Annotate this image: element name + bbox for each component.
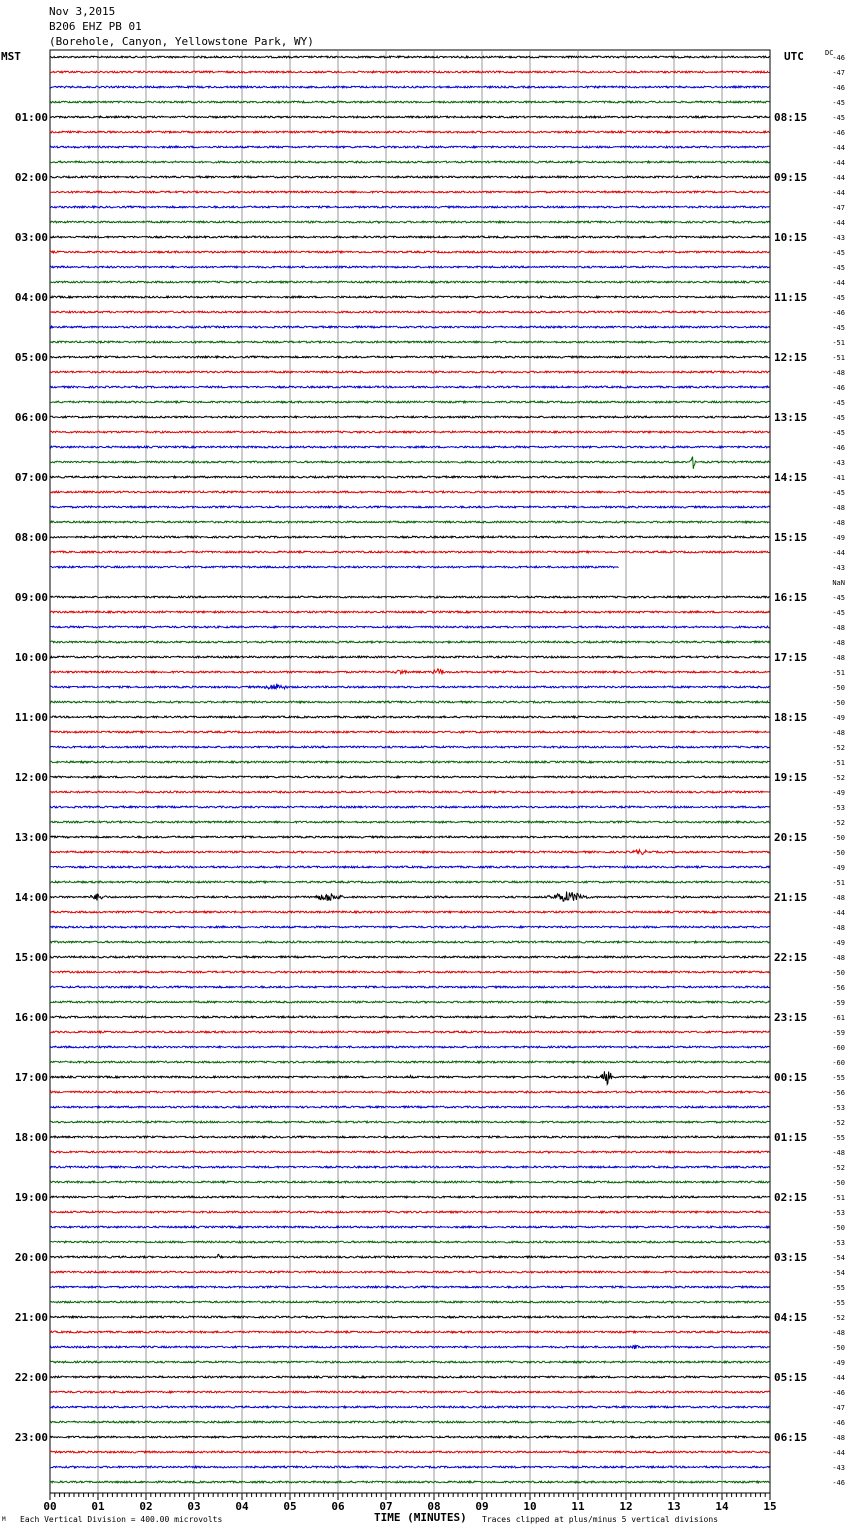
seismic-trace: [50, 1466, 770, 1468]
dc-offset-label: -45: [832, 429, 845, 437]
mst-hour-label: 04:00: [14, 291, 48, 304]
utc-hour-label: 00:15: [774, 1071, 808, 1084]
dc-offset-label: -54: [832, 1254, 845, 1262]
dc-offset-label: -44: [832, 549, 845, 557]
seismic-trace: [50, 1376, 770, 1378]
station-code: B206 EHZ PB 01: [49, 20, 142, 33]
seismic-trace: [50, 1166, 770, 1168]
seismic-trace: [50, 161, 770, 163]
dc-offset-label: -50: [832, 684, 845, 692]
seismic-trace: [50, 1046, 770, 1048]
mst-hour-label: 07:00: [14, 471, 48, 484]
seismic-trace: [50, 716, 770, 718]
seismic-trace: [50, 1136, 770, 1138]
seismic-trace: [50, 1106, 770, 1108]
seismic-trace: [50, 266, 770, 268]
seismic-trace: [50, 866, 770, 868]
seismic-trace: [50, 986, 770, 988]
seismic-trace: [50, 1226, 770, 1228]
utc-hour-label: 10:15: [774, 231, 808, 244]
seismic-trace: [50, 551, 770, 553]
dc-offset-label: -61: [832, 1014, 845, 1022]
seismic-trace: [50, 1031, 770, 1033]
seismic-trace: [50, 776, 770, 778]
dc-offset-label: -46: [832, 129, 845, 137]
dc-offset-label: -47: [832, 1404, 845, 1412]
utc-hour-label: 11:15: [774, 291, 808, 304]
seismic-trace: [50, 1286, 770, 1288]
seismic-trace: [50, 416, 770, 418]
dc-offset-label: -46: [832, 54, 845, 62]
seismic-trace: [50, 892, 770, 902]
left-timezone-label: MST: [1, 50, 21, 63]
seismic-trace: [50, 761, 770, 763]
dc-offset-label: -60: [832, 1059, 845, 1067]
seismic-trace: [50, 626, 770, 628]
mst-hour-label: 21:00: [14, 1311, 48, 1324]
dc-offset-label: -51: [832, 879, 845, 887]
dc-offset-label: -48: [832, 954, 845, 962]
seismic-trace: [50, 1061, 770, 1063]
seismic-trace: [50, 431, 770, 433]
dc-offset-label: -45: [832, 99, 845, 107]
seismic-trace: [50, 356, 770, 358]
dc-offset-label: -60: [832, 1044, 845, 1052]
dc-offset-label: -46: [832, 1389, 845, 1397]
dc-offset-label: -48: [832, 624, 845, 632]
utc-hour-label: 12:15: [774, 351, 808, 364]
mst-hour-label: 18:00: [14, 1131, 48, 1144]
dc-offset-label: -53: [832, 1104, 845, 1112]
utc-hour-label: 23:15: [774, 1011, 808, 1024]
dc-offset-label: -48: [832, 654, 845, 662]
dc-offset-label: -41: [832, 474, 845, 482]
dc-offset-label: -51: [832, 1194, 845, 1202]
x-tick-label: 08: [427, 1500, 441, 1513]
seismic-trace: [50, 566, 618, 568]
utc-hour-label: 13:15: [774, 411, 808, 424]
mst-hour-label: 08:00: [14, 531, 48, 544]
mst-hour-label: 11:00: [14, 711, 48, 724]
seismic-trace: [50, 1091, 770, 1093]
x-tick-label: 14: [715, 1500, 729, 1513]
dc-offset-label: -48: [832, 1434, 845, 1442]
dc-offset-label: -48: [832, 729, 845, 737]
dc-offset-label: -48: [832, 894, 845, 902]
utc-hour-label: 18:15: [774, 711, 808, 724]
x-tick-label: 15: [763, 1500, 777, 1513]
dc-offset-label: -55: [832, 1134, 845, 1142]
dc-offset-label: -45: [832, 594, 845, 602]
dc-offset-label: -46: [832, 1419, 845, 1427]
seismic-trace: [50, 311, 770, 313]
dc-offset-label: -56: [832, 1089, 845, 1097]
utc-hour-label: 02:15: [774, 1191, 808, 1204]
mst-hour-label: 09:00: [14, 591, 48, 604]
dc-offset-label: -59: [832, 999, 845, 1007]
dc-offset-label: -47: [832, 69, 845, 77]
seismic-trace: [50, 806, 770, 808]
seismic-trace: [50, 1121, 770, 1123]
dc-offset-label: -45: [832, 609, 845, 617]
seismic-trace: [50, 476, 770, 478]
seismic-trace: [50, 956, 770, 958]
utc-hour-label: 03:15: [774, 1251, 808, 1264]
dc-offset-label: -43: [832, 234, 845, 242]
seismic-trace: [50, 221, 770, 223]
dc-offset-label: -48: [832, 369, 845, 377]
seismic-trace: [50, 386, 770, 388]
seismic-trace: [50, 836, 770, 838]
dc-offset-label: -53: [832, 1239, 845, 1247]
utc-hour-label: 20:15: [774, 831, 808, 844]
utc-hour-label: 08:15: [774, 111, 808, 124]
seismic-trace: [50, 281, 770, 283]
dc-offset-label: -44: [832, 159, 845, 167]
dc-offset-label: -59: [832, 1029, 845, 1037]
seismic-trace: [50, 656, 770, 658]
seismic-trace: [50, 176, 770, 178]
dc-offset-label: -46: [832, 84, 845, 92]
dc-offset-label: -44: [832, 1374, 845, 1382]
dc-offset-label: -47: [832, 204, 845, 212]
mst-hour-label: 22:00: [14, 1371, 48, 1384]
seismic-trace: [50, 71, 770, 73]
seismic-trace: [50, 1254, 770, 1258]
dc-offset-label: -44: [832, 1449, 845, 1457]
seismic-trace: [50, 684, 770, 690]
x-tick-label: 02: [139, 1500, 153, 1513]
utc-hour-label: 22:15: [774, 951, 808, 964]
dc-offset-label: -50: [832, 1224, 845, 1232]
seismic-trace: [50, 536, 770, 538]
dc-offset-label: -54: [832, 1269, 845, 1277]
dc-offset-label: -49: [832, 1359, 845, 1367]
utc-hour-label: 21:15: [774, 891, 808, 904]
mst-hour-label: 16:00: [14, 1011, 48, 1024]
seismic-trace: [50, 821, 770, 823]
dc-offset-label: -55: [832, 1284, 845, 1292]
seismic-trace: [50, 1481, 770, 1483]
utc-hour-label: 09:15: [774, 171, 808, 184]
seismic-trace: [50, 1241, 770, 1243]
seismic-trace: [50, 251, 770, 253]
dc-offset-label: -52: [832, 819, 845, 827]
utc-hour-label: 06:15: [774, 1431, 808, 1444]
seismic-trace: [50, 326, 770, 328]
seismic-trace: [50, 457, 770, 469]
dc-offset-label: -51: [832, 669, 845, 677]
seismic-trace: [50, 941, 770, 943]
seismic-trace: [50, 191, 770, 193]
seismic-trace: [50, 491, 770, 493]
dc-offset-label: -49: [832, 789, 845, 797]
dc-offset-label: -48: [832, 504, 845, 512]
dc-offset-label: -52: [832, 1164, 845, 1172]
x-tick-label: 06: [331, 1500, 345, 1513]
utc-hour-label: 15:15: [774, 531, 808, 544]
right-timezone-label: UTC: [784, 50, 804, 63]
mst-hour-label: 01:00: [14, 111, 48, 124]
x-tick-label: 05: [283, 1500, 297, 1513]
seismic-trace: [50, 1181, 770, 1183]
station-location: (Borehole, Canyon, Yellowstone Park, WY): [49, 35, 314, 48]
seismic-trace: [50, 1421, 770, 1423]
dc-offset-label: -48: [832, 519, 845, 527]
dc-offset-label: -50: [832, 1344, 845, 1352]
dc-offset-label: -50: [832, 969, 845, 977]
seismic-trace: [50, 1211, 770, 1213]
dc-offset-label: -51: [832, 354, 845, 362]
dc-offset-label: -46: [832, 444, 845, 452]
seismic-trace: [50, 146, 770, 148]
mst-hour-label: 23:00: [14, 1431, 48, 1444]
dc-offset-label: -43: [832, 564, 845, 572]
mst-hour-label: 02:00: [14, 171, 48, 184]
seismic-trace: [50, 611, 770, 613]
dc-offset-label: -43: [832, 1464, 845, 1472]
seismic-trace: [50, 911, 770, 913]
seismic-trace: [50, 206, 770, 208]
seismic-trace: [50, 1406, 770, 1408]
seismic-trace: [50, 1001, 770, 1003]
dc-offset-label: -48: [832, 924, 845, 932]
scale-note: Each Vertical Division = 400.00 microvolts: [20, 1515, 223, 1524]
seismic-trace: [50, 746, 770, 748]
seismic-trace: [50, 341, 770, 343]
dc-offset-label: -49: [832, 534, 845, 542]
dc-offset-label: -50: [832, 699, 845, 707]
mst-hour-label: 13:00: [14, 831, 48, 844]
dc-offset-label: -43: [832, 459, 845, 467]
dc-offset-label: -56: [832, 984, 845, 992]
dc-offset-label: -45: [832, 414, 845, 422]
dc-offset-label: -45: [832, 489, 845, 497]
seismic-trace: [50, 669, 770, 675]
dc-offset-label: -55: [832, 1299, 845, 1307]
dc-offset-label: -50: [832, 1179, 845, 1187]
mst-hour-label: 15:00: [14, 951, 48, 964]
mst-hour-label: 05:00: [14, 351, 48, 364]
dc-offset-label: NaN: [832, 579, 845, 587]
dc-offset-label: -48: [832, 639, 845, 647]
plot-date: Nov 3,2015: [49, 5, 116, 18]
x-tick-label: 09: [475, 1500, 489, 1513]
dc-offset-label: -46: [832, 1479, 845, 1487]
dc-offset-label: -45: [832, 114, 845, 122]
x-tick-label: 11: [571, 1500, 585, 1513]
dc-offset-label: -53: [832, 804, 845, 812]
seismic-trace: [50, 1331, 770, 1333]
seismic-trace: [50, 1301, 770, 1303]
dc-offset-label: -45: [832, 399, 845, 407]
mst-hour-label: 12:00: [14, 771, 48, 784]
dc-offset-label: -50: [832, 834, 845, 842]
seismic-trace: [50, 1196, 770, 1198]
x-tick-label: 13: [667, 1500, 681, 1513]
mst-hour-label: 19:00: [14, 1191, 48, 1204]
seismic-trace: [50, 1361, 770, 1363]
utc-hour-label: 16:15: [774, 591, 808, 604]
dc-offset-label: -48: [832, 1149, 845, 1157]
clip-note: Traces clipped at plus/minus 5 vertical divisions: [482, 1515, 719, 1524]
utc-hour-label: 04:15: [774, 1311, 808, 1324]
mst-hour-label: 06:00: [14, 411, 48, 424]
dc-offset-header: DC: [825, 49, 834, 57]
x-tick-label: 04: [235, 1500, 249, 1513]
x-tick-label: 01: [91, 1500, 105, 1513]
seismic-trace: [50, 1436, 770, 1438]
dc-offset-label: -46: [832, 384, 845, 392]
seismic-trace: [50, 1451, 770, 1453]
dc-offset-label: -52: [832, 1119, 845, 1127]
utc-hour-label: 19:15: [774, 771, 808, 784]
dc-offset-label: -49: [832, 864, 845, 872]
dc-offset-label: -44: [832, 219, 845, 227]
dc-offset-label: -52: [832, 774, 845, 782]
dc-offset-label: -53: [832, 1209, 845, 1217]
utc-hour-label: 01:15: [774, 1131, 808, 1144]
dc-offset-label: -44: [832, 189, 845, 197]
seismic-trace: [50, 56, 770, 58]
seismic-trace: [50, 101, 770, 103]
dc-offset-label: -52: [832, 1314, 845, 1322]
dc-offset-label: -45: [832, 249, 845, 257]
dc-offset-label: -44: [832, 909, 845, 917]
seismic-trace: [50, 1016, 770, 1018]
x-tick-label: 10: [523, 1500, 537, 1513]
seismic-trace: [50, 86, 770, 88]
seismic-trace: [50, 701, 770, 703]
utc-hour-label: 17:15: [774, 651, 808, 664]
seismic-trace: [50, 401, 770, 403]
mst-hour-label: 20:00: [14, 1251, 48, 1264]
mst-hour-label: 10:00: [14, 651, 48, 664]
corner-mark: M: [2, 1516, 6, 1523]
seismic-trace: [50, 596, 770, 598]
dc-offset-label: -44: [832, 174, 845, 182]
seismic-trace: [50, 1271, 770, 1273]
dc-offset-label: -51: [832, 759, 845, 767]
seismic-trace: [50, 236, 770, 238]
seismic-trace: [50, 521, 770, 523]
dc-offset-label: -55: [832, 1074, 845, 1082]
seismic-trace: [50, 446, 770, 448]
x-tick-label: 12: [619, 1500, 633, 1513]
seismic-trace: [50, 971, 770, 973]
seismic-trace: [50, 296, 770, 298]
seismic-trace: [50, 881, 770, 883]
dc-offset-label: -48: [832, 1329, 845, 1337]
x-axis-title: TIME (MINUTES): [374, 1511, 467, 1524]
dc-offset-label: -45: [832, 294, 845, 302]
dc-offset-label: -49: [832, 714, 845, 722]
dc-offset-label: -46: [832, 309, 845, 317]
seismic-trace: [50, 791, 770, 793]
seismic-trace: [50, 131, 770, 133]
dc-offset-label: -52: [832, 744, 845, 752]
mst-hour-label: 17:00: [14, 1071, 48, 1084]
dc-offset-label: -51: [832, 339, 845, 347]
utc-hour-label: 05:15: [774, 1371, 808, 1384]
seismic-trace: [50, 850, 770, 855]
seismic-trace: [50, 371, 770, 373]
dc-offset-label: -44: [832, 144, 845, 152]
mst-hour-label: 03:00: [14, 231, 48, 244]
utc-hour-label: 14:15: [774, 471, 808, 484]
seismic-trace: [50, 926, 770, 928]
dc-offset-label: -45: [832, 324, 845, 332]
x-tick-label: 07: [379, 1500, 393, 1513]
x-tick-label: 00: [43, 1500, 57, 1513]
dc-offset-label: -50: [832, 849, 845, 857]
seismic-trace: [50, 116, 770, 118]
seismic-trace: [50, 1071, 770, 1084]
seismic-trace: [50, 506, 770, 508]
seismic-trace: [50, 1345, 770, 1349]
x-tick-label: 03: [187, 1500, 201, 1513]
dc-offset-label: -44: [832, 279, 845, 287]
seismic-trace: [50, 1391, 770, 1393]
seismic-trace: [50, 731, 770, 733]
mst-hour-label: 14:00: [14, 891, 48, 904]
seismic-trace: [50, 641, 770, 643]
dc-offset-label: -45: [832, 264, 845, 272]
dc-offset-label: -49: [832, 939, 845, 947]
seismic-trace: [50, 1151, 770, 1153]
seismic-trace: [50, 1316, 770, 1318]
